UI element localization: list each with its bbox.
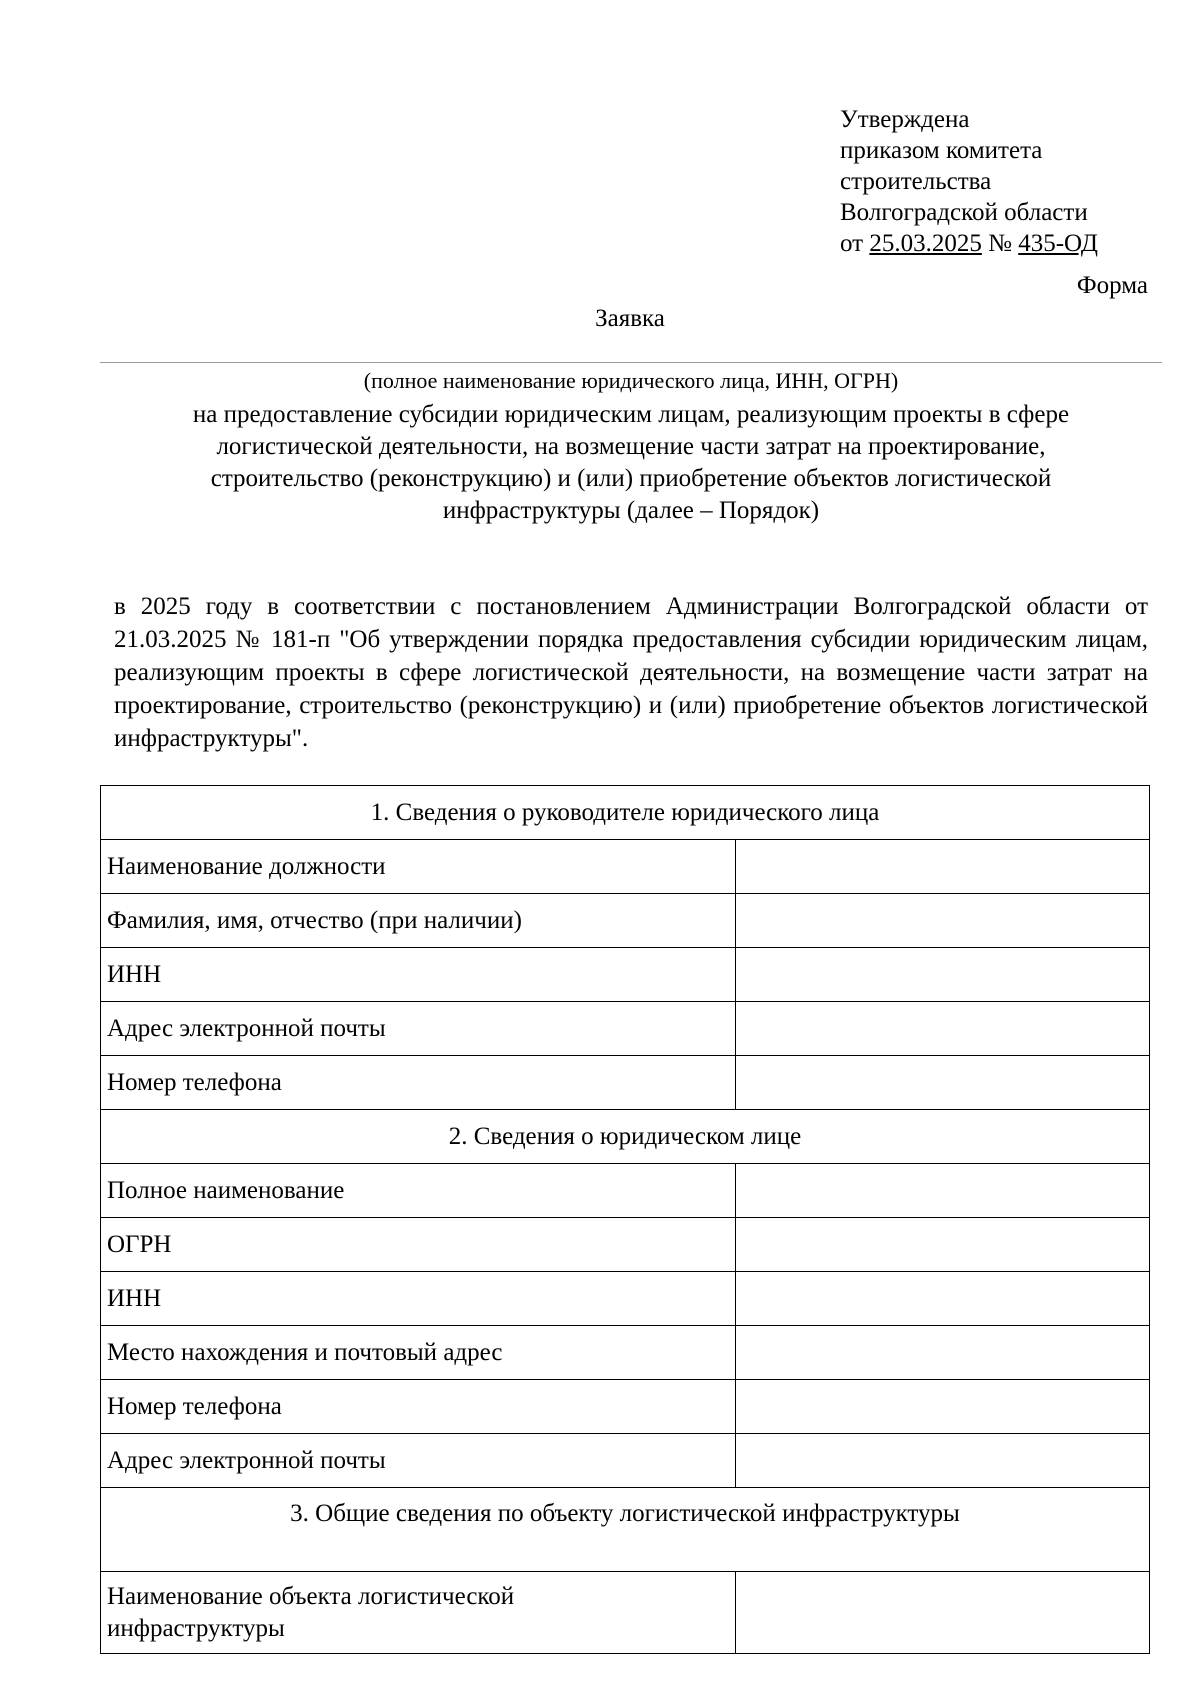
approval-number-sign: № [981, 230, 1019, 257]
subject-line-3: строительство (реконструкцию) и (или) приобретение объектов логистической [210, 465, 1052, 492]
field-label: Номер телефона [101, 1380, 736, 1434]
field-value-cell[interactable] [736, 948, 1150, 1002]
field-label: ИНН [101, 948, 736, 1002]
approval-date: 25.03.2025 [869, 230, 982, 257]
approval-prefix: от [840, 230, 870, 257]
table-row [101, 1380, 1150, 1434]
field-value-cell[interactable] [736, 1326, 1150, 1380]
field-value-cell[interactable] [736, 1056, 1150, 1110]
field-value-cell[interactable] [736, 1002, 1150, 1056]
table-row [101, 840, 1150, 894]
section-header-2 [101, 1110, 1150, 1164]
section-title: 3. Общие сведения по объекту логистической инфраструктуры [101, 1488, 1150, 1572]
document-title: Заявка [595, 305, 665, 332]
subject-line-2: логистической деятельности, на возмещение части затрат на проектирование, [216, 433, 1046, 460]
approval-line-2: приказом комитета [840, 137, 1043, 164]
table-row [101, 1326, 1150, 1380]
approval-number: 435-ОД [1018, 230, 1098, 257]
field-value-cell[interactable] [736, 1380, 1150, 1434]
table-row [101, 1272, 1150, 1326]
entity-name-underline[interactable] [100, 362, 1162, 363]
field-value-cell[interactable] [736, 1272, 1150, 1326]
field-value-cell[interactable] [736, 1572, 1150, 1654]
table-row [101, 948, 1150, 1002]
field-value-cell[interactable] [736, 840, 1150, 894]
table-row [101, 1056, 1150, 1110]
section-header-1 [101, 786, 1150, 840]
approval-order-line [840, 228, 1160, 259]
field-label: Место нахождения и почтовый адрес [101, 1326, 736, 1380]
table-row [101, 1434, 1150, 1488]
field-label: Номер телефона [101, 1056, 736, 1110]
field-label: ИНН [101, 1272, 736, 1326]
field-value-cell[interactable] [736, 1218, 1150, 1272]
field-label [101, 1572, 736, 1654]
table-row [101, 1572, 1150, 1654]
field-value-cell[interactable] [736, 894, 1150, 948]
section-title: 2. Сведения о юридическом лице [101, 1110, 1150, 1164]
basis-paragraph: в 2025 году в соответствии с постановлением Администрации Волгоградской области от 21.03.2025 № 181-п "Об утверждении порядка предоставления субсидии юридическим лицам, реализующим проекты в сфере логистической деятельности, на возмещение части затрат на проектирование, строительство (реконструкцию) и (или) приобретение объектов логистической инфраструктуры". [114, 593, 1148, 752]
application-form-table [100, 785, 1150, 1654]
table-row [101, 1002, 1150, 1056]
subject-line-4: инфраструктуры (далее – Порядок) [442, 497, 820, 524]
field-label: Адрес электронной почты [101, 1002, 736, 1056]
approval-line-4: Волгоградской области [840, 199, 1088, 226]
form-label: Форма [1076, 272, 1148, 299]
field-label: Фамилия, имя, отчество (при наличии) [101, 894, 736, 948]
approval-line-3: строительства [840, 168, 992, 195]
field-label: Полное наименование [101, 1164, 736, 1218]
approval-stamp [840, 104, 1160, 259]
table-row [101, 1218, 1150, 1272]
field-label: ОГРН [101, 1218, 736, 1272]
field-label-line-1: Наименование объекта логистической [107, 1582, 515, 1610]
entity-name-hint: (полное наименование юридического лица, ИНН, ОГРН) [363, 368, 899, 393]
field-label-line-2: инфраструктуры [107, 1614, 285, 1642]
table-row [101, 894, 1150, 948]
field-label: Наименование должности [101, 840, 736, 894]
field-label: Адрес электронной почты [101, 1434, 736, 1488]
table-row [101, 1164, 1150, 1218]
field-value-cell[interactable] [736, 1434, 1150, 1488]
subject-line-1: на предоставление субсидии юридическим лицам, реализующим проекты в сфере [192, 401, 1070, 428]
section-header-3 [101, 1488, 1150, 1572]
subject-text [110, 399, 1152, 527]
approval-line-1: Утверждена [840, 106, 970, 133]
field-value-cell[interactable] [736, 1164, 1150, 1218]
section-title: 1. Сведения о руководителе юридического лица [101, 786, 1150, 840]
